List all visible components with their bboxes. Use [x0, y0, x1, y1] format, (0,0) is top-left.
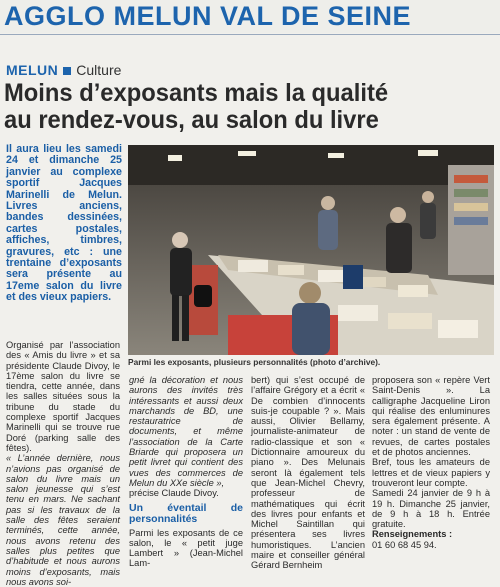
- contact-line: [372, 529, 490, 550]
- body-col1-text: Organisé par l’association des « Amis du livre » et sa présidente Claude Divoy, le 17ème salon du livre se tiendra, cette année, dans les salles situées sous la tribune du stade du complexe sportif Jacques Marinelli qui se trouve rue Doré (parking salle des fêtes).: [6, 340, 120, 453]
- headline-line-1: Moins d’exposants mais la qualité: [4, 79, 389, 107]
- body-col2-quote: gné la décoration et nous aurons des invités très intéressants et aussi deux marchands de BD, une restauratrice de documents, et même l’association de la Carte Briarde qui proposera un petit livret qui contient des vues des commerces de Melun du XXe siècle »,: [129, 375, 243, 488]
- book-fair-photo-illustration: [128, 145, 494, 355]
- masthead: [0, 0, 500, 33]
- subheading: Un éventail de personnalités: [129, 501, 243, 525]
- headline-line-2: au rendez-vous, au salon du livre: [4, 106, 379, 134]
- body-col1-quote: « L’année dernière, nous n’avions pas organisé de salon du livre mais un salon jeunesse qui s’est tenu en mars. Ne sachant pas si les travaux de la salle des fêtes seraient terminés, cette année, nous avons retenu des salles plus petites que d’habitude et nous aurons moins d’exposants, mais nous avons soi-: [6, 453, 120, 587]
- body-col4-text: proposera son « repère Vert Saint-Denis ». La calligraphe Jacqueline Liron qui réalise des enluminures sera également présente. A noter : un stand de vente de revues, de cartes postales et de photos anciennes.: [372, 375, 490, 458]
- body-col2-tail: précise Claude Divoy.: [129, 488, 219, 499]
- section-line: [6, 62, 121, 78]
- contact-label: Renseignements :: [372, 529, 453, 540]
- body-col2-after: Parmi les exposants de ce salon, le « petit juge Lambert » (Jean-Michel Lam-: [129, 527, 243, 569]
- section-square-icon: [63, 67, 71, 75]
- body-column-4: [372, 375, 490, 550]
- masthead-rule: [0, 34, 500, 35]
- section-category: Culture: [76, 62, 122, 78]
- body-column-2: [129, 375, 243, 569]
- body-col4-text-b: Bref, tous les amateurs de lettres et de vieux papiers y trouveront leur compte.: [372, 457, 490, 488]
- headline: [4, 80, 473, 134]
- masthead-title: AGGLO MELUN VAL DE SEINE: [4, 1, 412, 31]
- article-photo: [128, 145, 494, 355]
- body-column-1: [6, 340, 120, 587]
- body-col4-text-c: Samedi 24 janvier de 9 h à 19 h. Dimanche 25 janvier, de 9 h à 18 h. Entrée gratuite.: [372, 488, 490, 530]
- section-city: MELUN: [6, 62, 59, 78]
- photo-caption: Parmi les exposants, plusieurs personnalités (photo d’archive).: [128, 357, 381, 367]
- body-col3-text: bert) qui s’est occupé de l’affaire Grégory et a écrit « De combien d’innocents suis-je coupable ? ». Mais aussi, Olivier Bellamy, journaliste-animateur de radio-classique et son « Dictionnaire amoureux du piano ». Des Melunais seront là également tels que Jean-Michel Chevry, professeur de mathématiques qui écrit des livres pour enfants et Michel Saintillan qui présentera ses livres humoristiques. L’ancien maire et conseiller général Gérard Bernheim: [251, 375, 365, 571]
- contact-phone: 01 60 68 45 94.: [372, 539, 437, 550]
- lead-paragraph: Il aura lieu les samedi 24 et dimanche 25 janvier au complexe sportif Jacques Marinelli de Melun. Livres anciens, bandes dessinées, cartes postales, affiches, timbres, gravures, etc : une trentaine d’exposants sera présente au 17eme salon du livre et des vieux papiers.: [6, 143, 122, 304]
- body-column-3: [251, 375, 365, 571]
